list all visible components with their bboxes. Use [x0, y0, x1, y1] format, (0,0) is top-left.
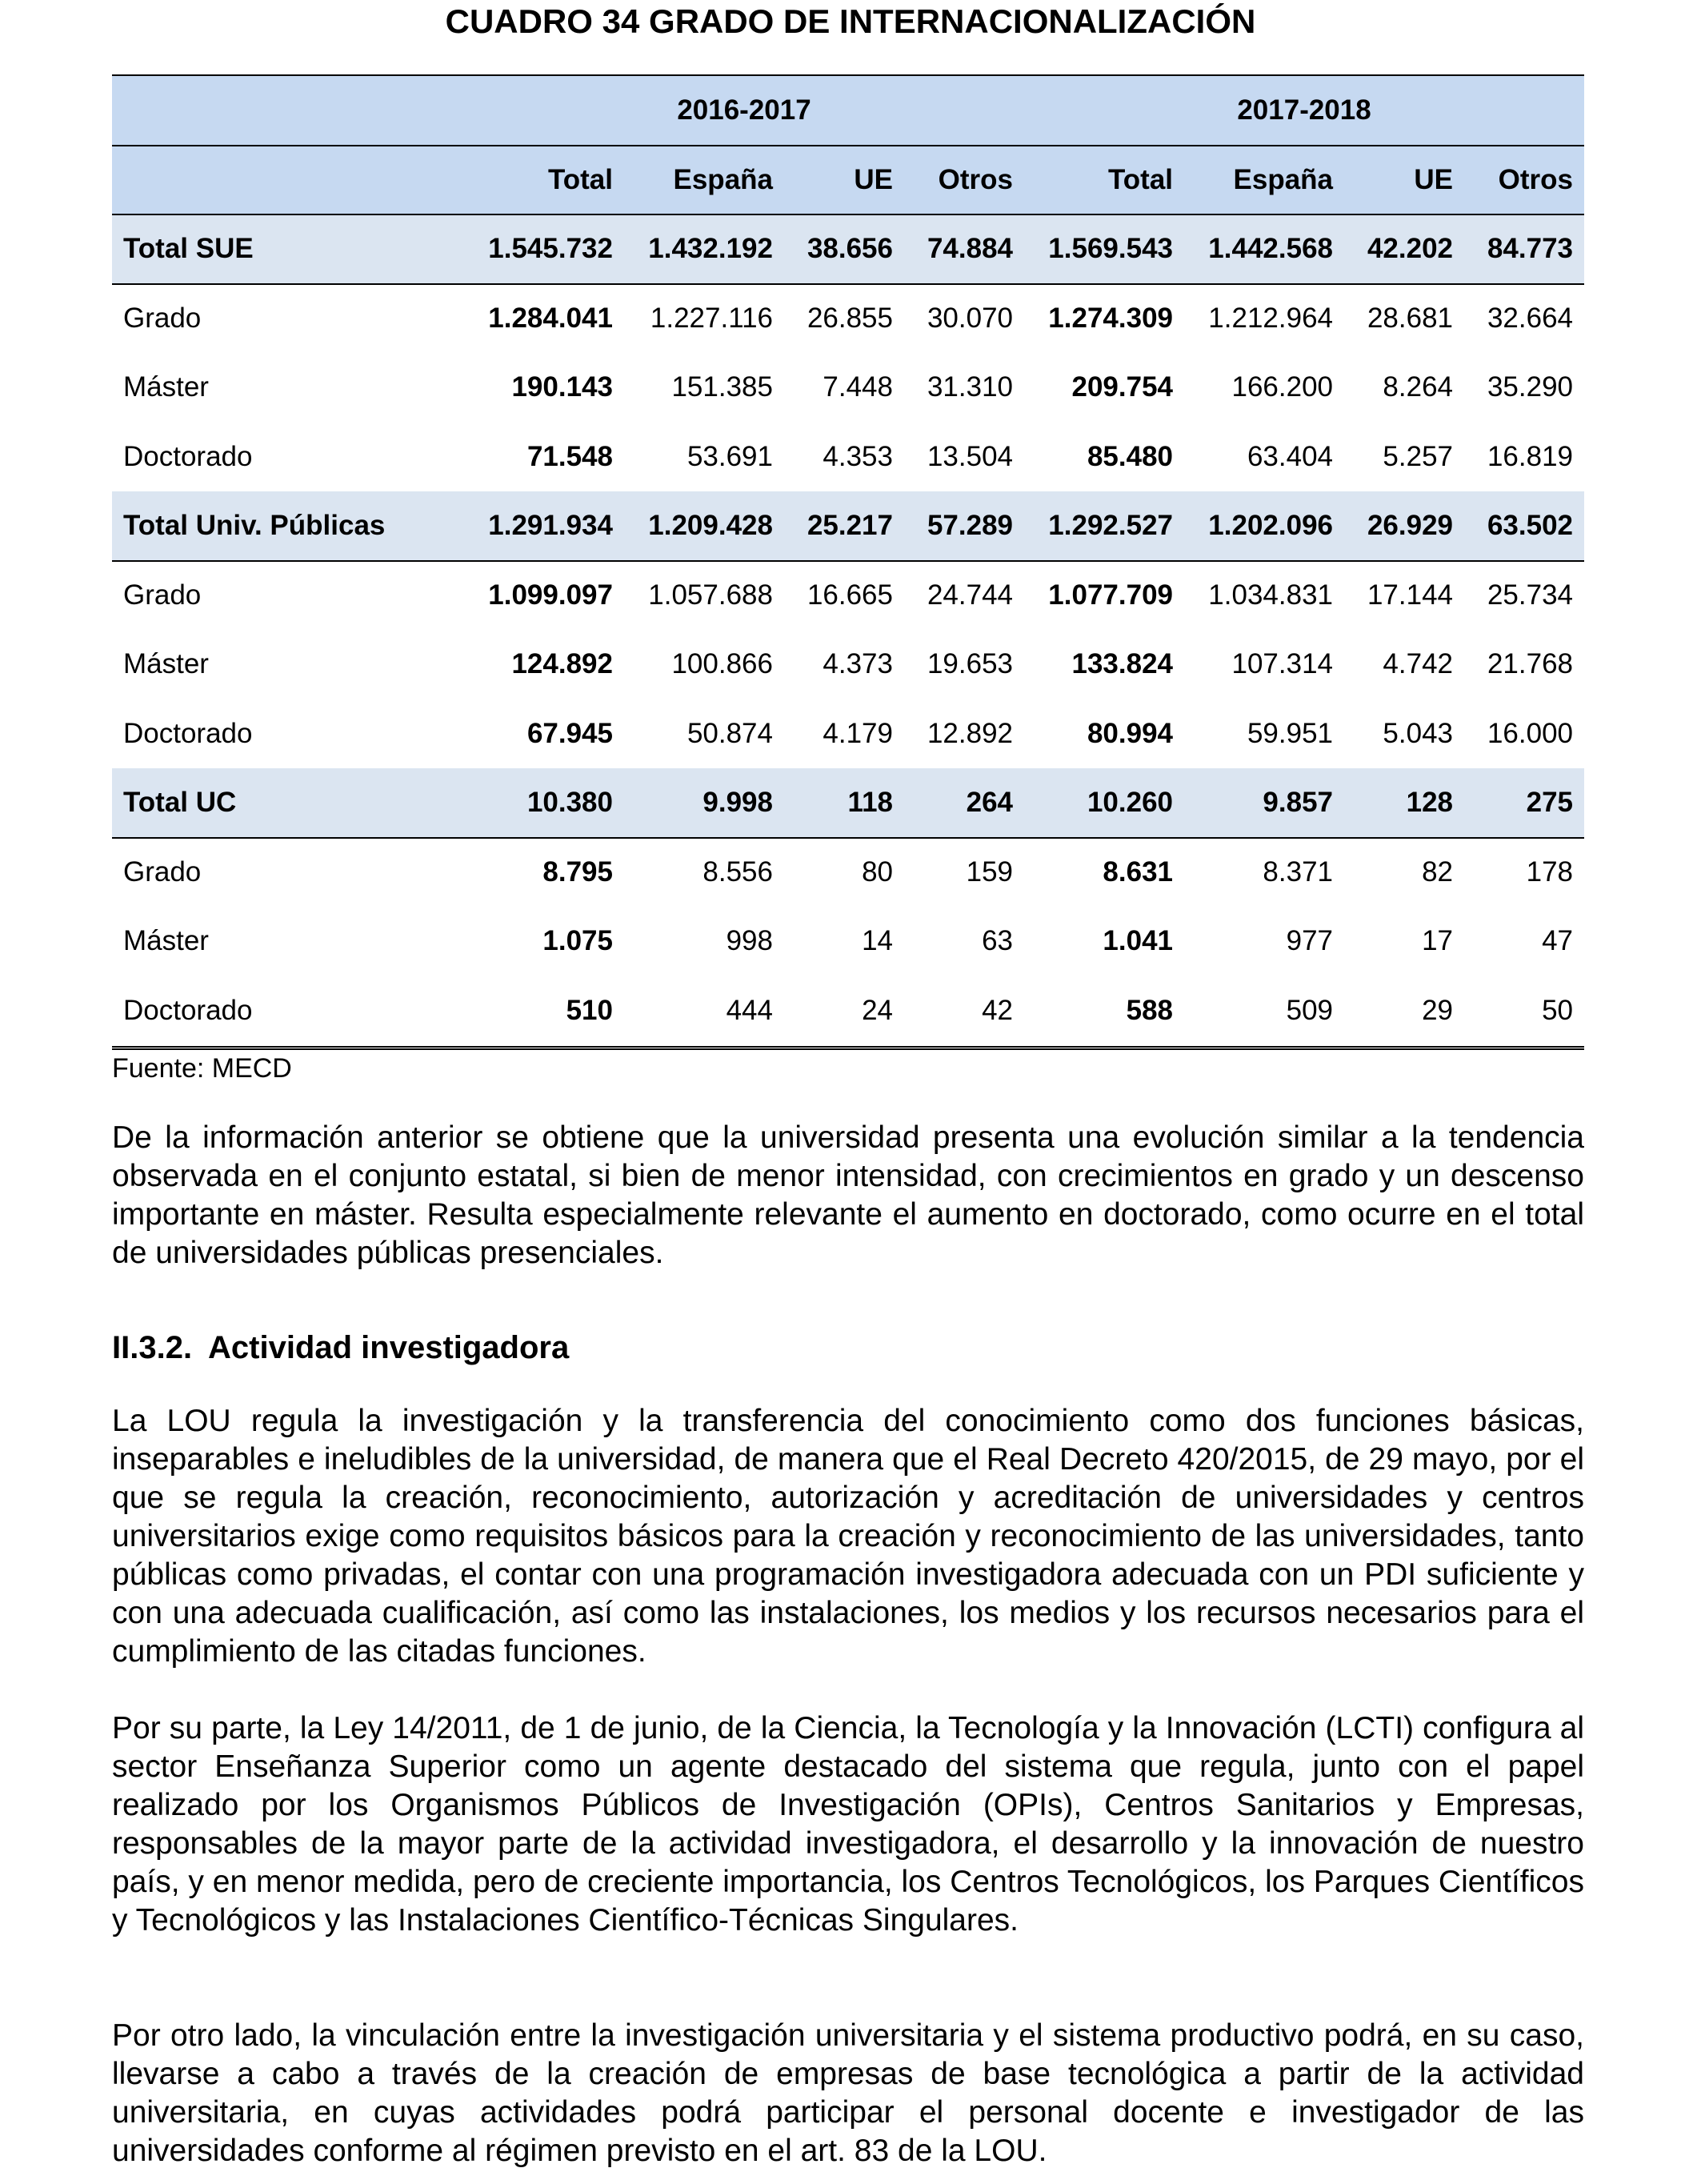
table-cell: 1.292.527 [1024, 491, 1184, 561]
table-cell: 1.545.732 [464, 214, 624, 284]
table-cell: 57.289 [904, 491, 1024, 561]
table-cell: 264 [904, 768, 1024, 838]
table-cell: 82 [1422, 856, 1454, 888]
table-cell: 7.448 [822, 371, 893, 403]
table-cell: 128 [1344, 768, 1464, 838]
column-header: Total [464, 146, 624, 215]
table-cell: 25.217 [784, 491, 904, 561]
table-cell: 1.057.688 [648, 579, 773, 611]
row-label: Grado [123, 579, 202, 611]
table-cell: 21.768 [1487, 648, 1574, 680]
table-cell: 80 [862, 856, 893, 888]
row-label: Doctorado [123, 994, 253, 1026]
table-cell: 63.502 [1464, 491, 1584, 561]
table-cell: 42.202 [1344, 214, 1464, 284]
data-table [112, 76, 1584, 1045]
table-cell: 8.631 [1103, 856, 1174, 888]
table-cell: 100.866 [671, 648, 773, 680]
table-row [112, 838, 1584, 908]
table-row [112, 699, 1584, 769]
row-label: Grado [123, 856, 202, 888]
table-cell: 1.212.964 [1208, 303, 1334, 335]
year-header: 2017-2018 [1024, 76, 1584, 146]
table-row [112, 284, 1584, 354]
table-cell: 1.442.568 [1184, 214, 1344, 284]
table-cell: 74.884 [904, 214, 1024, 284]
paragraph: De la información anterior se obtiene que la universidad presenta una evolución similar a la tendencia observada en el conjunto estatal, si bien de menor intensidad, con crecimientos en grado y un descenso importante en máster. Resulta especialmente relevante el aumento en doctorado, como ocurre en el total de universidades públicas presenciales. [112, 1120, 1584, 1270]
table-cell: 1.041 [1103, 925, 1174, 957]
table-cell: 190.143 [511, 371, 613, 403]
table-cell: 509 [1286, 994, 1334, 1026]
table-cell: 24 [862, 994, 893, 1026]
table-cell: 71.548 [526, 440, 613, 472]
table-cell: 159 [966, 856, 1014, 888]
table-cell: 8.264 [1383, 371, 1454, 403]
table-cell: 4.742 [1383, 648, 1454, 680]
table-cell: 4.179 [822, 717, 893, 749]
row-label: Total UC [112, 768, 464, 838]
table-cell: 63 [982, 925, 1014, 957]
table-row [112, 976, 1584, 1046]
paragraph: Por su parte, la Ley 14/2011, de 1 de junio, de la Ciencia, la Tecnología y la Innovación (LCTI) configura al sector Enseñanza Superior como un agente destacado del sistema que regula, junto con el papel realizado por los Organismos Públicos de Investigación (OPIs), Centros Sanitarios y Empresas, responsables de la mayor parte de la actividad investigadora, el desarrollo y la innovación de nuestro país, y en menor medida, pero de creciente importancia, los Centros Tecnológicos, los Parques Científicos y Tecnológicos y las Instalaciones Científico-Técnicas Singulares. [112, 1711, 1584, 1938]
table-cell: 151.385 [671, 371, 773, 403]
table-cell: 19.653 [927, 648, 1014, 680]
table-cell: 4.373 [822, 648, 893, 680]
table-cell: 10.380 [464, 768, 624, 838]
header-corner [112, 146, 464, 215]
table-cell: 50 [1542, 994, 1574, 1026]
table-cell: 67.945 [526, 717, 613, 749]
table-cell: 16.665 [806, 579, 893, 611]
year-header: 2016-2017 [464, 76, 1024, 146]
internationalization-table [112, 76, 1584, 1045]
table-cell: 8.556 [702, 856, 773, 888]
table-cell: 25.734 [1487, 579, 1574, 611]
table-title: CUADRO 34 GRADO DE INTERNACIONALIZACIÓN [445, 2, 1256, 40]
table-cell: 998 [726, 925, 773, 957]
table-cell: 1.432.192 [624, 214, 784, 284]
table-cell: 1.202.096 [1184, 491, 1344, 561]
table-cell: 26.855 [806, 303, 893, 335]
total-row [112, 214, 1584, 284]
paragraph: La LOU regula la investigación y la transferencia del conocimiento como dos funciones básicas, inseparables e ineludibles de la universidad, de manera que el Real Decreto 420/2015, de 29 mayo, por el que se regula la creación, reconocimiento, autorización y acreditación de universidades y centros universitarios exige como requisitos básicos para la creación y reconocimiento de las universidades, tanto públicas como privadas, el contar con una programación investigadora adecuada con un PDI suficiente y con una adecuada cualificación, así como las instalaciones, los medios y los recursos necesarios para el cumplimiento de las citadas funciones. [112, 1404, 1584, 1669]
table-cell: 29 [1422, 994, 1454, 1026]
table-cell: 24.744 [927, 579, 1014, 611]
year-header-row [112, 76, 1584, 146]
column-header: UE [1344, 146, 1464, 215]
column-header-row [112, 146, 1584, 215]
row-label: Máster [123, 371, 209, 403]
table-cell: 1.075 [542, 925, 613, 957]
table-cell: 16.819 [1487, 440, 1574, 472]
table-cell: 178 [1526, 856, 1574, 888]
total-row [112, 491, 1584, 561]
section-title: Actividad investigadora [208, 1330, 570, 1365]
table-source: Fuente: MECD [112, 1053, 292, 1084]
table-cell: 63.404 [1247, 440, 1334, 472]
column-header: Otros [904, 146, 1024, 215]
section-heading [112, 1328, 569, 1367]
table-cell: 166.200 [1231, 371, 1334, 403]
table-row [112, 907, 1584, 976]
table-cell: 59.951 [1247, 717, 1334, 749]
table-cell: 8.371 [1263, 856, 1334, 888]
column-header: España [1184, 146, 1344, 215]
paragraph: Por otro lado, la vinculación entre la investigación universitaria y el sistema productivo podrá, en su caso, llevarse a cabo a través de la creación de empresas de base tecnológica a partir de la actividad universitaria, en cuyas actividades podrá participar el personal docente e investigador de las universidades conforme al régimen previsto en el art. 83 de la LOU. [112, 2018, 1584, 2168]
table-cell: 13.504 [927, 440, 1014, 472]
table-cell: 5.043 [1383, 717, 1454, 749]
row-label: Total Univ. Públicas [112, 491, 464, 561]
table-row [112, 353, 1584, 423]
table-cell: 31.310 [927, 371, 1014, 403]
table-cell: 50.874 [686, 717, 773, 749]
table-cell: 38.656 [784, 214, 904, 284]
table-cell: 8.795 [542, 856, 613, 888]
table-cell: 85.480 [1087, 440, 1174, 472]
table-bottom-rule [112, 1046, 1584, 1050]
row-label: Máster [123, 925, 209, 957]
table-row [112, 630, 1584, 699]
row-label: Doctorado [123, 440, 253, 472]
table-body [112, 214, 1584, 1045]
table-cell: 32.664 [1487, 303, 1574, 335]
table-cell: 14 [862, 925, 893, 957]
table-row [112, 561, 1584, 631]
table-cell: 1.209.428 [624, 491, 784, 561]
table-cell: 16.000 [1487, 717, 1574, 749]
table-cell: 53.691 [686, 440, 773, 472]
table-cell: 1.077.709 [1048, 579, 1174, 611]
header-corner [112, 76, 464, 146]
table-cell: 17 [1422, 925, 1454, 957]
table-cell: 5.257 [1383, 440, 1454, 472]
table-cell: 133.824 [1071, 648, 1174, 680]
table-cell: 118 [784, 768, 904, 838]
table-cell: 26.929 [1344, 491, 1464, 561]
column-header: España [624, 146, 784, 215]
table-cell: 209.754 [1071, 371, 1174, 403]
table-cell: 1.291.934 [464, 491, 624, 561]
table-cell: 28.681 [1367, 303, 1454, 335]
table-cell: 47 [1542, 925, 1574, 957]
table-cell: 977 [1286, 925, 1334, 957]
table-row [112, 423, 1584, 492]
row-label: Grado [123, 303, 202, 335]
table-cell: 80.994 [1087, 717, 1174, 749]
table-cell: 510 [566, 994, 613, 1026]
table-cell: 1.569.543 [1024, 214, 1184, 284]
table-cell: 1.274.309 [1048, 303, 1174, 335]
table-cell: 9.998 [624, 768, 784, 838]
row-label: Total SUE [112, 214, 464, 284]
table-cell: 444 [726, 994, 773, 1026]
table-cell: 124.892 [511, 648, 613, 680]
table-cell: 1.099.097 [488, 579, 613, 611]
section-number: II.3.2. [112, 1330, 193, 1365]
table-cell: 4.353 [822, 440, 893, 472]
table-cell: 275 [1464, 768, 1584, 838]
table-cell: 9.857 [1184, 768, 1344, 838]
table-cell: 10.260 [1024, 768, 1184, 838]
table-cell: 42 [982, 994, 1014, 1026]
table-cell: 1.284.041 [488, 303, 613, 335]
table-cell: 107.314 [1231, 648, 1334, 680]
table-cell: 35.290 [1487, 371, 1574, 403]
table-cell: 1.034.831 [1208, 579, 1334, 611]
row-label: Máster [123, 648, 209, 680]
row-label: Doctorado [123, 717, 253, 749]
table-cell: 1.227.116 [650, 303, 773, 335]
table-cell: 30.070 [927, 303, 1014, 335]
table-cell: 84.773 [1464, 214, 1584, 284]
column-header: Otros [1464, 146, 1584, 215]
total-row [112, 768, 1584, 838]
column-header: UE [784, 146, 904, 215]
table-cell: 588 [1126, 994, 1174, 1026]
column-header: Total [1024, 146, 1184, 215]
table-cell: 12.892 [927, 717, 1014, 749]
table-cell: 17.144 [1367, 579, 1454, 611]
